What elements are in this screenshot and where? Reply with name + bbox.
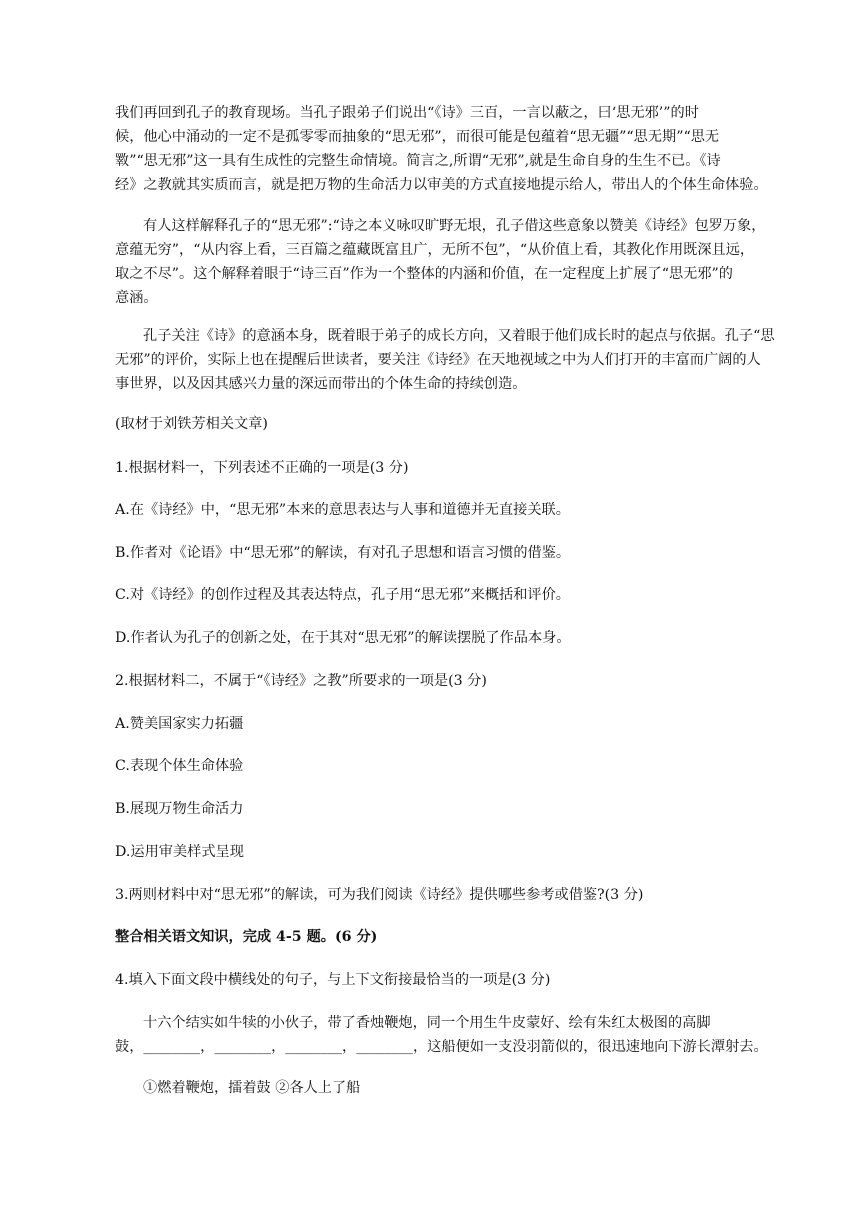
- question-4-stem: 4.填入下面文段中横线处的句子，与上下文衔接最恰当的一项是(3 分): [115, 972, 551, 988]
- question-2-option-b: B.展现万物生命活力: [115, 801, 244, 817]
- question-4-passage-line-2: 鼓，________，________，________，________，这船便如一支没羽箭似的，很迅速地向下游长潭射去。: [115, 1039, 768, 1055]
- paragraph-1-line-3: 斁”“思无邪”这一具有生成性的完整生命情境。简言之,所谓“无邪”,就是生命自身的生生不已。《诗: [115, 153, 721, 169]
- question-4-passage-line-1: 十六个结实如牛犊的小伙子，带了香烛鞭炮，同一个用生牛皮蒙好、绘有朱红太极图的高脚: [143, 1015, 711, 1031]
- paragraph-1-line-2: 候，他心中涌动的一定不是孤零零而抽象的“思无邪”，而很可能是包蕴着“思无疆”“思无期”“思无: [115, 129, 720, 145]
- paragraph-3-line-2: 无邪”的评价，实际上也在提醒后世读者，要关注《诗经》在天地视域之中为人们打开的丰富而广阔的人: [115, 352, 761, 368]
- paragraph-2-line-2: 意蕴无穷”，“从内容上看，三百篇之蕴藏既富且广，无所不包”，“从价值上看，其教化作用既深且远，: [115, 242, 755, 258]
- paragraph-2-line-1: 有人这样解释孔子的“思无邪”:“诗之本义咏叹旷野无垠，孔子借这些意象以赞美《诗经》包罗万象，: [143, 218, 766, 234]
- question-2-stem: 2.根据材料二，不属于“《诗经》之教”所要求的一项是(3 分): [115, 673, 487, 689]
- question-1-stem: 1.根据材料一，下列表述不正确的一项是(3 分): [115, 460, 409, 476]
- question-1-option-d: D.作者认为孔子的创新之处，在于其对“思无邪”的解读摆脱了作品本身。: [115, 630, 571, 646]
- paragraph-2-line-4: 意涵。: [115, 290, 158, 306]
- paragraph-3-line-1: 孔子关注《诗》的意涵本身，既着眼于弟子的成长方向，又着眼于他们成长时的起点与依据。孔子“思: [143, 328, 775, 344]
- question-1-option-b: B.作者对《论语》中“思无邪”的解读，有对孔子思想和语言习惯的借鉴。: [115, 545, 571, 561]
- paragraph-1-line-4: 经》之教就其实质而言，就是把万物的生命活力以审美的方式直接地提示给人，带出人的个体生命体验。: [115, 177, 768, 193]
- question-2-option-a: A.赞美国家实力拓疆: [115, 716, 244, 732]
- paragraph-2-line-3: 取之不尽”。这个解释着眼于“诗三百”作为一个整体的内涵和价值，在一定程度上扩展了“思无邪”的: [115, 266, 733, 282]
- question-2-option-c: C.表现个体生命体验: [115, 758, 244, 774]
- question-1-option-c: C.对《诗经》的创作过程及其表达特点，孔子用“思无邪”来概括和评价。: [115, 587, 570, 603]
- question-2-option-d: D.运用审美样式呈现: [115, 844, 244, 860]
- source-note: (取材于刘铁芳相关文章): [115, 416, 268, 432]
- paragraph-1-line-1: 我们再回到孔子的教育现场。当孔子跟弟子们说出“《诗》三百，一言以蔽之，曰‘思无邪’”的时: [115, 105, 699, 121]
- question-3-stem: 3.两则材料中对“思无邪”的解读，可为我们阅读《诗经》提供哪些参考或借鉴?(3 分): [115, 887, 644, 903]
- paragraph-3-line-3: 事世界，以及因其感兴力量的深远而带出的个体生命的持续创造。: [115, 376, 527, 392]
- section-heading: 整合相关语文知识，完成 4-5 题。(6 分): [115, 929, 378, 945]
- question-4-choices: ①燃着鞭炮，擂着鼓 ②各人上了船: [143, 1080, 361, 1096]
- question-1-option-a: A.在《诗经》中，“思无邪”本来的意思表达与人事和道德并无直接关联。: [115, 502, 570, 518]
